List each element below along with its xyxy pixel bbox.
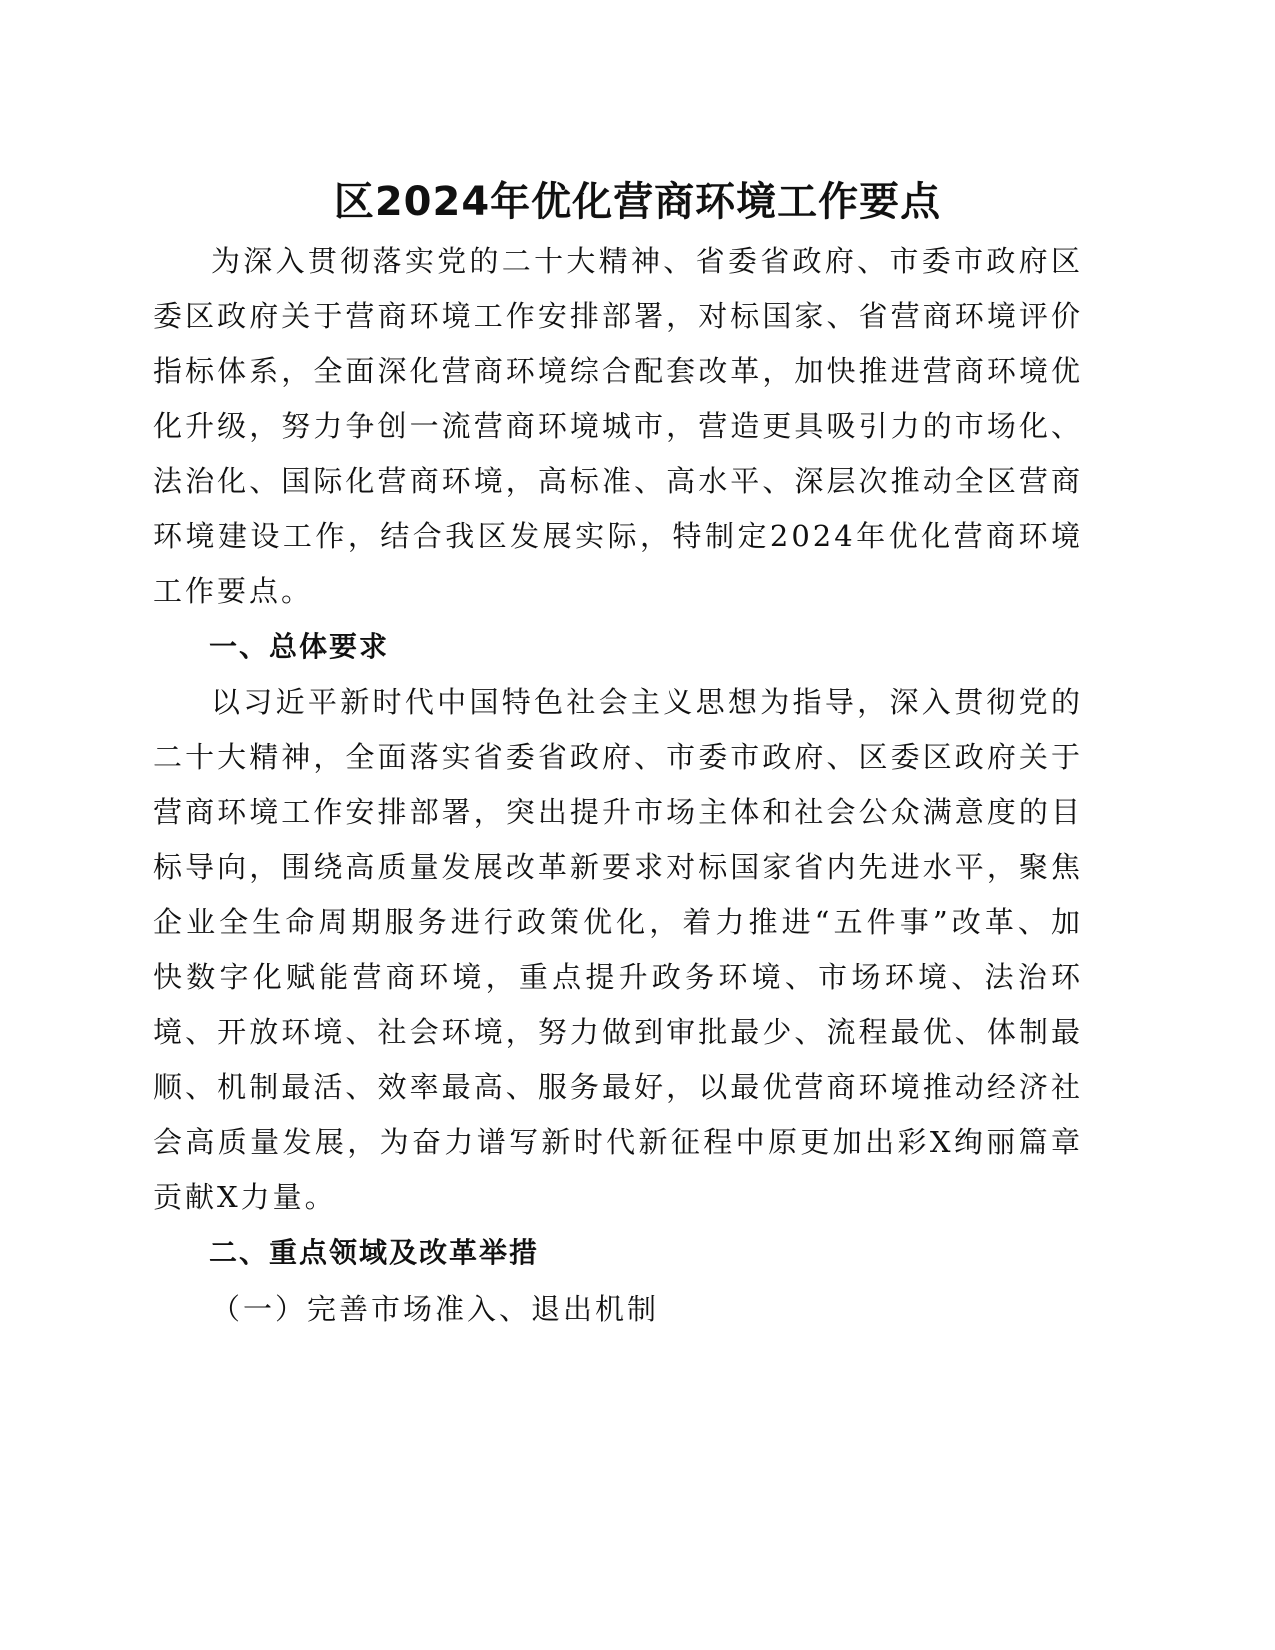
subsection-heading-market-access: （一）完善市场准入、退出机制: [211, 1292, 660, 1326]
section-heading-general-requirements: 一、总体要求: [209, 630, 390, 663]
section-heading-key-areas: 二、重点领域及改革举措: [209, 1236, 540, 1269]
document-body: [153, 234, 1083, 1337]
intro-paragraph: 为深入贯彻落实党的二十大精神、省委省政府、市委市政府区委区政府关于营商环境工作安排部署，对标国家、省营商环境评价指标体系，全面深化营商环境综合配套改革，加快推进营商环境优化升级，努力争创一流营商环境城市，营造更具吸引力的市场化、法治化、国际化营商环境，高标准、高水平、深层次推动全区营商环境建设工作，结合我区发展实际，特制定2024年优化营商环境工作要点。: [153, 244, 1083, 608]
general-requirements-paragraph: 以习近平新时代中国特色社会主义思想为指导，深入贯彻党的二十大精神，全面落实省委省政府、市委市政府、区委区政府关于营商环境工作安排部署，突出提升市场主体和社会公众满意度的目标导向，围绕高质量发展改革新要求对标国家省内先进水平，聚焦企业全生命周期服务进行政策优化，着力推进“五件事”改革、加快数字化赋能营商环境，重点提升政务环境、市场环境、法治环境、开放环境、社会环境，努力做到审批最少、流程最优、体制最顺、机制最活、效率最高、服务最好，以最优营商环境推动经济社会高质量发展，为奋力谱写新时代新征程中原更加出彩X绚丽篇章贡献X力量。: [153, 685, 1083, 1214]
document-title: 区2024年优化营商环境工作要点: [333, 179, 942, 225]
